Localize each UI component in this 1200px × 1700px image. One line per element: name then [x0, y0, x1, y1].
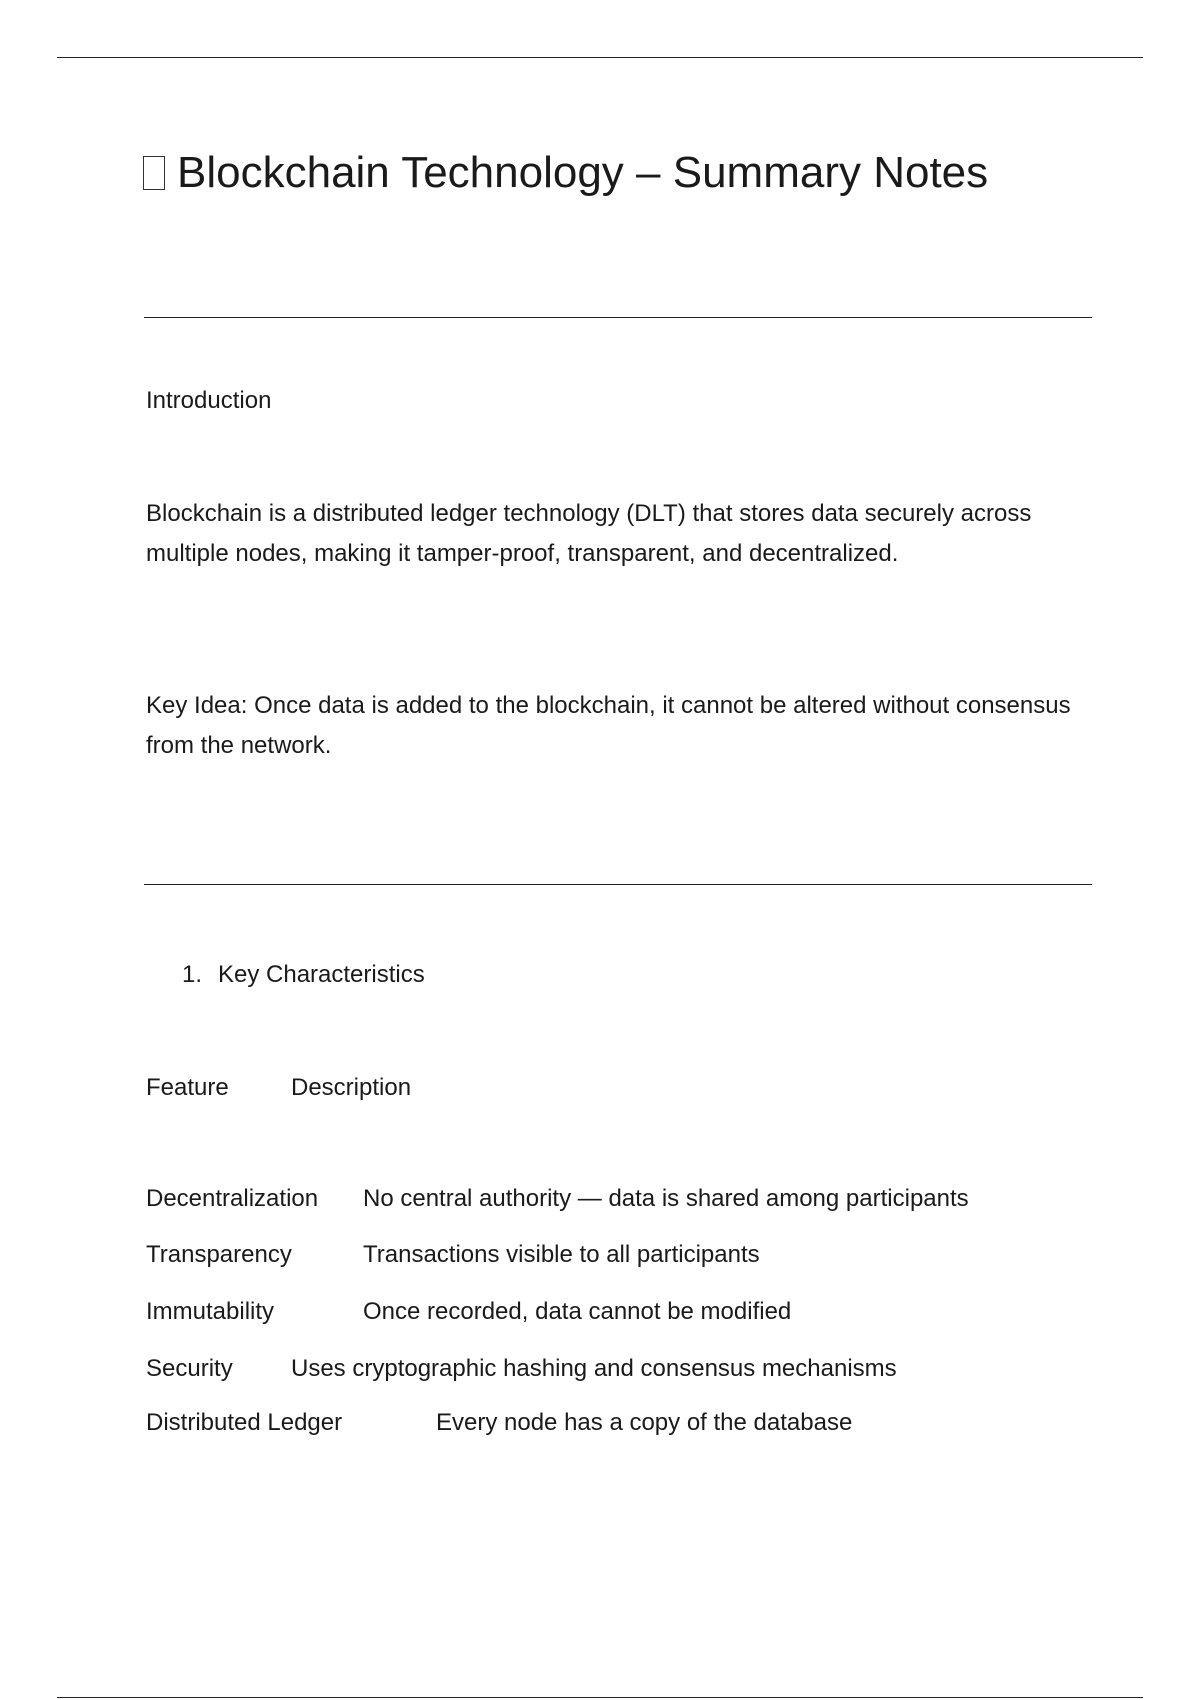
section-heading-text: Key Characteristics	[218, 961, 425, 988]
section-divider	[144, 317, 1092, 318]
feature-cell: Security	[146, 1355, 233, 1382]
description-cell: Transactions visible to all participants	[363, 1241, 760, 1268]
feature-cell: Distributed Ledger	[146, 1409, 343, 1436]
feature-cell: Immutability	[146, 1298, 275, 1325]
intro-paragraph: Blockchain is a distributed ledger technology (DLT) that stores data securely across multiple nodes, making it tamper-proof, transparent, and decentralized.	[146, 500, 1032, 567]
description-cell: Uses cryptographic hashing and consensus mechanisms	[291, 1355, 897, 1382]
page-top-border	[57, 57, 1143, 58]
table-header-cell: Feature	[146, 1074, 229, 1101]
key-idea-paragraph: Key Idea: Once data is added to the blockchain, it cannot be altered without consensus from the network.	[146, 692, 1071, 759]
description-cell: Every node has a copy of the database	[436, 1409, 853, 1436]
page-bottom-border	[57, 1697, 1143, 1698]
intro-heading: Introduction	[146, 387, 272, 414]
description-cell: No central authority — data is shared among participants	[363, 1185, 969, 1212]
description-cell: Once recorded, data cannot be modified	[363, 1298, 792, 1325]
missing-glyph-icon	[143, 156, 165, 190]
page-title-text: Blockchain Technology – Summary Notes	[177, 148, 989, 197]
page-title	[143, 148, 988, 198]
feature-cell: Transparency	[146, 1241, 292, 1268]
list-number: 1.	[182, 961, 203, 988]
table-header-cell: Description	[291, 1074, 412, 1101]
feature-cell: Decentralization	[146, 1185, 319, 1212]
section-heading-key-characteristics	[182, 955, 425, 995]
section-divider	[144, 884, 1092, 885]
